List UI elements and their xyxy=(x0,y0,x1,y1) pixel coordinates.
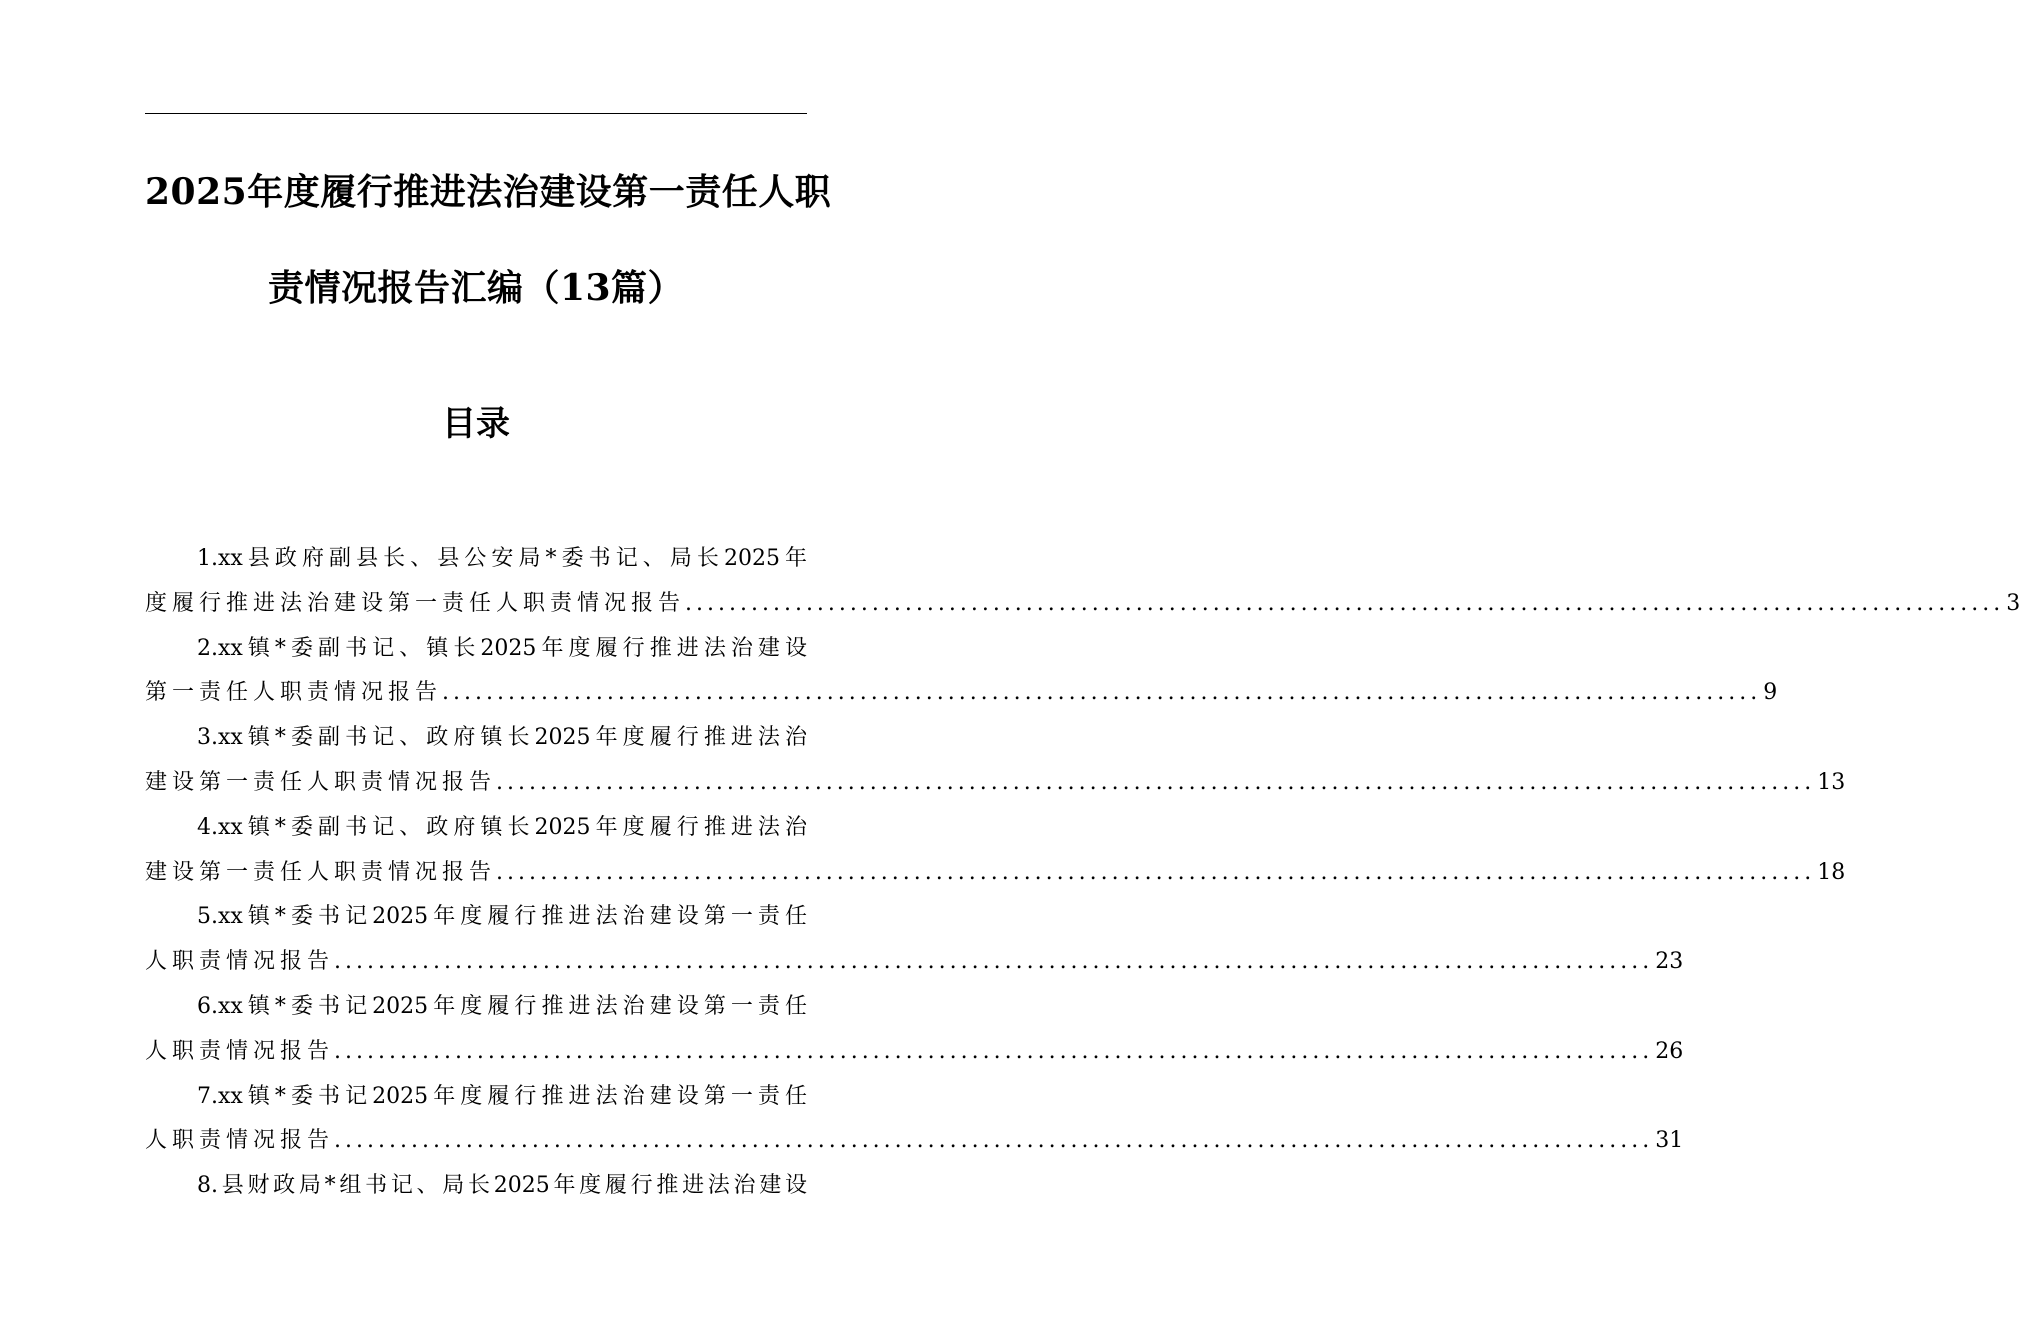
toc-entry-title: 4.xx镇*委副书记、政府镇长2025年度履行推进法治 xyxy=(197,814,807,840)
toc-page-number: 23 xyxy=(1655,949,1684,975)
dot-leader: ........................................................................................................................ xyxy=(334,1038,1654,1064)
toc-page-number: 31 xyxy=(1655,1128,1684,1154)
dot-leader: ........................................................................................................................ xyxy=(496,769,1816,795)
toc-page-number: 26 xyxy=(1655,1038,1684,1064)
table-of-contents xyxy=(145,537,2020,1209)
toc-entry-title: 1.xx县政府副县长、县公安局*委书记、局长2025年 xyxy=(197,546,807,571)
toc-entry-title: 3.xx镇*委副书记、政府镇长2025年度履行推进法治 xyxy=(197,725,807,751)
toc-entry-title-continued: 人职责情况报告 xyxy=(145,1128,335,1154)
toc-entry-title-continued: 第一责任人职责情况报告 xyxy=(145,680,443,706)
toc-entry-title-continued: 度履行推进法治建设第一责任人职责情况报告 xyxy=(145,590,686,616)
dot-leader: ........................................................................................................................ xyxy=(496,859,1816,885)
toc-entry-continuation xyxy=(145,1030,1684,1075)
toc-entry[interactable] xyxy=(145,806,1846,896)
dot-leader: ........................................................................................................................ xyxy=(442,680,1762,706)
toc-page-number: 3 xyxy=(2006,590,2020,616)
toc-entry[interactable] xyxy=(145,1164,807,1209)
toc-entry-title-continued: 人职责情况报告 xyxy=(145,1038,335,1064)
document-title-line-1: 2025年度履行推进法治建设第一责任人职 xyxy=(145,171,832,213)
toc-entry-title-continued: 人职责情况报告 xyxy=(145,949,335,975)
toc-page-number: 9 xyxy=(1763,680,1778,706)
toc-entry-title-continued: 建设第一责任人职责情况报告 xyxy=(145,769,497,795)
toc-entry-title: 6.xx镇*委书记2025年度履行推进法治建设第一责任 xyxy=(197,993,807,1019)
toc-entry-continuation xyxy=(145,582,2020,627)
toc-heading: 目录 xyxy=(442,404,510,444)
toc-entry[interactable] xyxy=(145,537,2020,627)
toc-entry-continuation xyxy=(145,761,1846,806)
toc-entry[interactable] xyxy=(145,1075,1684,1165)
toc-entry[interactable] xyxy=(145,895,1684,985)
document-title-line-2: 责情况报告汇编（13篇） xyxy=(267,267,685,309)
toc-page-number: 13 xyxy=(1817,769,1846,795)
toc-entry-title: 5.xx镇*委书记2025年度履行推进法治建设第一责任 xyxy=(197,904,807,930)
dot-leader: ........................................................................................................................ xyxy=(685,590,2005,616)
toc-page-number: 18 xyxy=(1817,859,1846,885)
toc-entry-continuation xyxy=(145,1119,1684,1164)
dot-leader: ........................................................................................................................ xyxy=(334,1128,1654,1154)
header-rule xyxy=(145,113,807,114)
toc-entry-continuation xyxy=(145,940,1684,985)
toc-entry-title: 8.县财政局*组书记、局长2025年度履行推进法治建设 xyxy=(197,1173,807,1199)
toc-entry-title-continued: 建设第一责任人职责情况报告 xyxy=(145,859,497,885)
toc-entry-continuation xyxy=(145,851,1846,896)
dot-leader: ........................................................................................................................ xyxy=(334,949,1654,975)
toc-entry-continuation xyxy=(145,671,1778,716)
toc-entry[interactable] xyxy=(145,716,1846,806)
toc-entry-title: 2.xx镇*委副书记、镇长2025年度履行推进法治建设 xyxy=(197,635,807,661)
toc-entry[interactable] xyxy=(145,627,1778,717)
toc-entry[interactable] xyxy=(145,985,1684,1075)
toc-entry-title: 7.xx镇*委书记2025年度履行推进法治建设第一责任 xyxy=(197,1083,807,1109)
